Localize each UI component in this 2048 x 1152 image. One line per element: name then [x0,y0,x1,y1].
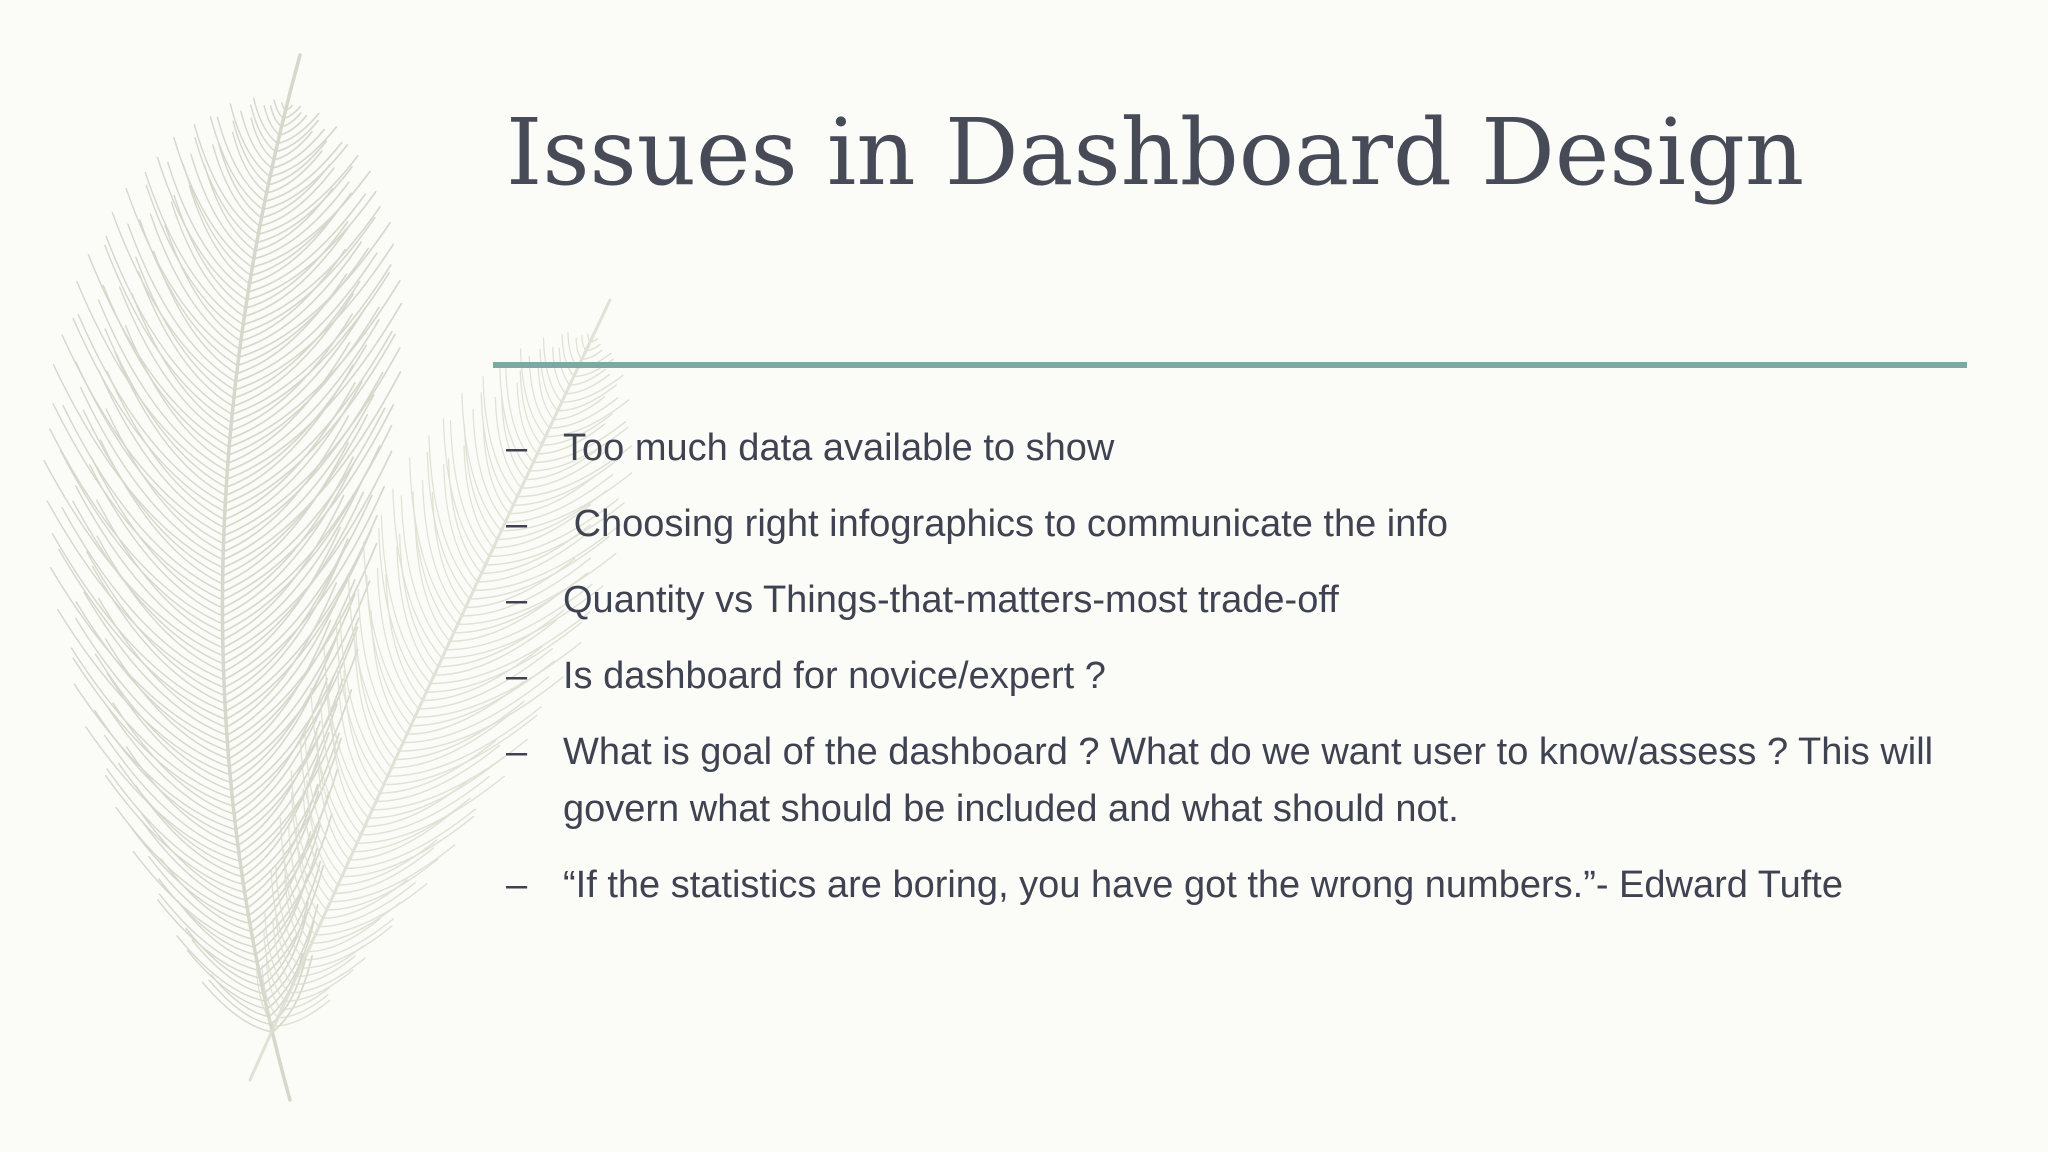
feather-large [44,55,401,1100]
bullet-item [506,724,1966,838]
bullet-text: Quantity vs Things-that-matters-most trade-off [563,579,1339,621]
bullet-text: Is dashboard for novice/expert ? [563,655,1106,697]
bullet-dash: – [506,864,528,906]
bullet-dash: – [506,579,528,621]
bullet-item [506,857,1966,914]
bullet-item [506,496,1966,553]
bullet-dash: – [506,503,528,545]
bullet-dash: – [506,427,528,469]
bullet-text: “If the statistics are boring, you have got the wrong numbers.”- Edward Tufte [563,864,1843,906]
slide-title: Issues in Dashboard Design [506,99,1805,206]
title-divider [493,362,1967,368]
bullet-item [506,572,1966,629]
bullet-item [506,648,1966,705]
bullet-text: What is goal of the dashboard ? What do we want user to know/assess ? This will govern what should be included and what should not. [563,731,1944,830]
bullet-text: Too much data available to show [563,427,1115,469]
bullet-list [506,420,1966,933]
bullet-text: Choosing right infographics to communicate the info [563,503,1449,545]
bullet-dash: – [506,731,528,773]
bullet-item [506,420,1966,477]
bullet-dash: – [506,655,528,697]
